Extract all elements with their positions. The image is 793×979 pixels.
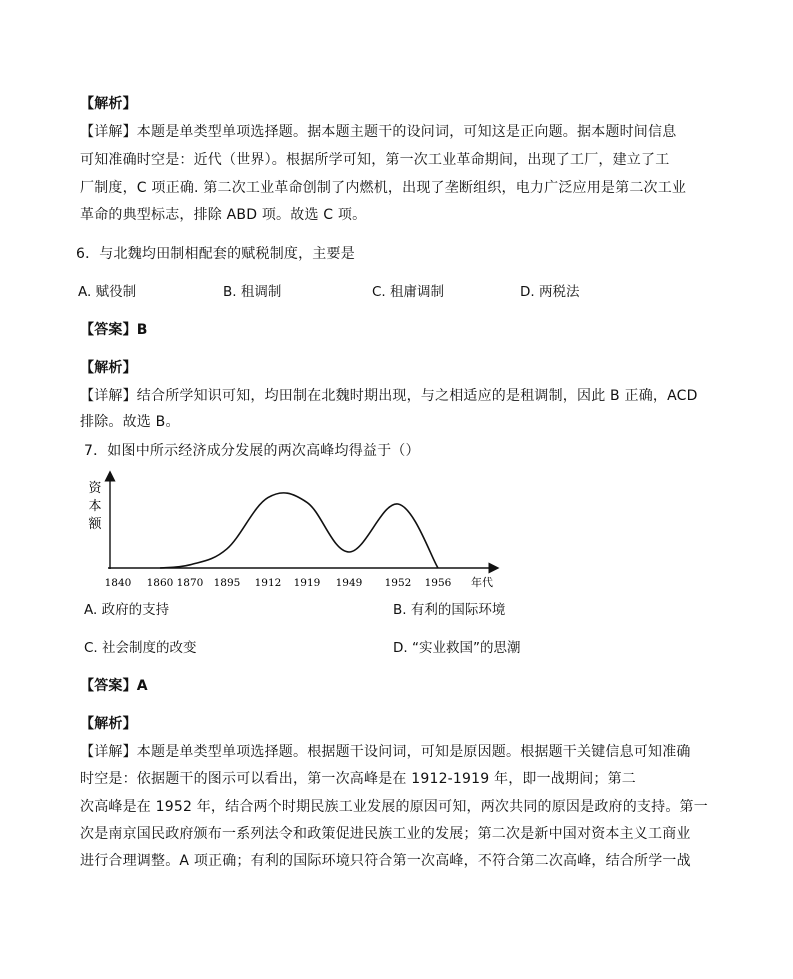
q7-option-c: C. 社会制度的改变 xyxy=(84,640,197,656)
q6-detail-line: 【详解】结合所学知识可知，均田制在北魏时期出现，与之相适应的是租调制，因此 B 正确，ACD xyxy=(80,388,698,404)
x-tick-label: 1840 xyxy=(104,577,132,589)
x-tick-label: 1952 xyxy=(384,577,412,589)
detail-line: 厂制度，C 项正确. 第二次工业革命创制了内燃机，出现了垄断组织，电力广泛应用是第二次工业 xyxy=(80,180,687,196)
x-axis-label: 年代 xyxy=(471,576,493,589)
q7-detail-line: 时空是：依据题干的图示可以看出，第一次高峰是在 1912-1919 年，即一战期间；第二 xyxy=(80,771,637,787)
q6-detail-line: 排除。故选 B。 xyxy=(80,414,180,430)
detail-line: 革命的典型标志，排除 ABD 项。故选 C 项。 xyxy=(80,207,367,223)
y-axis-label: 资本额 xyxy=(88,481,102,532)
analysis-heading-5: 【解析】 xyxy=(80,96,137,112)
x-tick-label: 1870 xyxy=(176,577,204,589)
q6-analysis-heading: 【解析】 xyxy=(80,360,137,376)
q7-option-b: B. 有利的国际环境 xyxy=(393,602,506,618)
q7-detail-line: 进行合理调整。A 项正确；有利的国际环境只符合第一次高峰，不符合第二次高峰，结合所学一战 xyxy=(80,853,691,869)
q6-option-a: A. 赋役制 xyxy=(78,284,137,300)
q7-answer: 【答案】A xyxy=(80,678,148,694)
x-tick-label: 1956 xyxy=(424,577,452,589)
capital-line-chart xyxy=(82,470,502,595)
q6-option-b: B. 租调制 xyxy=(223,284,282,300)
q7-option-a: A. 政府的支持 xyxy=(84,602,170,618)
x-tick-label: 1860 xyxy=(146,577,174,589)
x-tick-label: 1919 xyxy=(293,577,321,589)
question-7-stem: 7．如图中所示经济成分发展的两次高峰均得益于（） xyxy=(84,443,420,459)
q6-answer: 【答案】B xyxy=(80,322,148,338)
q7-option-d: D. “实业救国”的思潮 xyxy=(393,640,521,656)
question-6-stem: 6．与北魏均田制相配套的赋税制度，主要是 xyxy=(76,246,355,262)
detail-line: 可知准确时空是：近代（世界）。根据所学可知，第一次工业革命期间，出现了工厂，建立了工 xyxy=(80,152,670,168)
x-tick-label: 1949 xyxy=(335,577,363,589)
q7-detail-line: 【详解】本题是单类型单项选择题。根据题干设问词，可知是原因题。根据题干关键信息可知准确 xyxy=(80,744,691,760)
x-tick-labels xyxy=(105,577,452,589)
x-tick-label: 1912 xyxy=(254,577,282,589)
q6-option-c: C. 租庸调制 xyxy=(372,284,445,300)
q7-detail-line: 次是南京国民政府颁布一系列法令和政策促进民族工业的发展；第二次是新中国对资本主义工商业 xyxy=(80,826,691,842)
x-tick-label: 1895 xyxy=(213,577,241,589)
capital-curve xyxy=(160,493,438,568)
detail-line: 【详解】本题是单类型单项选择题。据本题主题干的设问词，可知这是正向题。据本题时间信息 xyxy=(80,124,677,140)
q7-detail-line: 次高峰是在 1952 年，结合两个时期民族工业发展的原因可知，两次共同的原因是政府的支持。第一 xyxy=(80,799,708,815)
q6-option-d: D. 两税法 xyxy=(520,284,580,300)
q7-analysis-heading: 【解析】 xyxy=(80,716,137,732)
